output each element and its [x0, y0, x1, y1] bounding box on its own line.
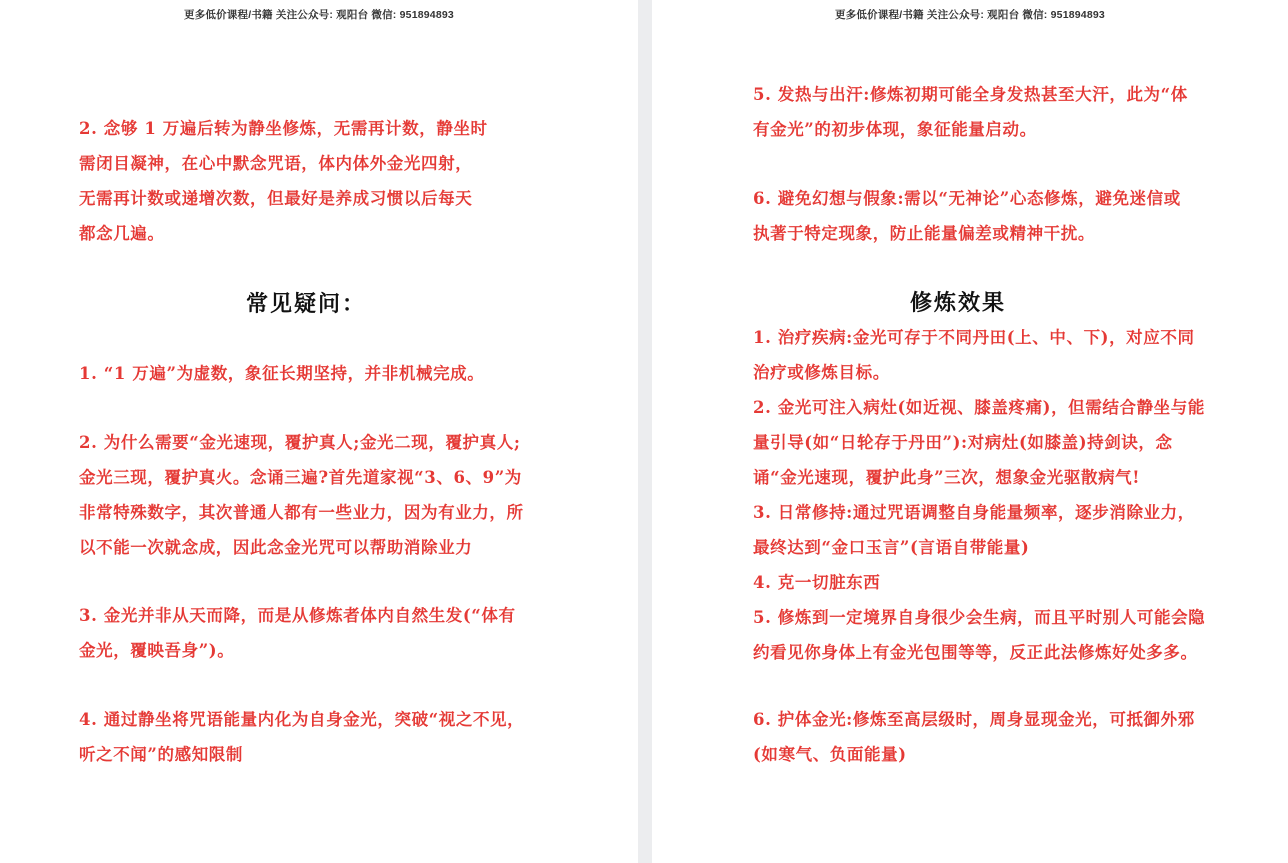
section-heading-faq: 常见疑问：: [245, 291, 366, 317]
item-5-fever: 5. 发热与出汗:修炼初期可能全身发热甚至大汗，此为“体 有金光”的初步体现，象征能量启动。: [753, 85, 1188, 139]
faq-item-1: 1. “1 万遍”为虚数，象征长期坚持，并非机械完成。: [79, 364, 485, 383]
item-6-avoid-illusion: 6. 避免幻想与假象:需以“无神论”心态修炼，避免迷信或 执著于特定现象，防止能量偏差或精神干扰。: [753, 189, 1181, 243]
page-header: 更多低价课程/书籍 关注公众号: 观阳台 微信: 951894893: [184, 9, 454, 21]
page-header: 更多低价课程/书籍 关注公众号: 观阳台 微信: 951894893: [835, 9, 1105, 21]
faq-item-3: 3. 金光并非从天而降，而是从修炼者体内自然生发(“体有 金光，覆映吾身”)。: [79, 606, 516, 660]
faq-item-2: 2. 为什么需要“金光速现，覆护真人;金光二现，覆护真人; 金光三现，覆护真火。念诵三遍?首先道家视“3、6、9”为 非常特殊数字，其次普通人都有一些业力，因为有业力，所 以不能一次就念成，因此念金光咒可以帮助消除业力: [79, 433, 524, 557]
faq-item-4: 4. 通过静坐将咒语能量内化为自身金光，突破“视之不见， 听之不闻”的感知限制: [79, 710, 525, 764]
section-heading-effects: 修炼效果: [909, 290, 1006, 316]
intro-paragraph: 2. 念够 1 万遍后转为静坐修炼，无需再计数，静坐时 需闭目凝神，在心中默念咒语，体内体外金光四射， 无需再计数或递增次数，但最好是养成习惯以后每天 都念几遍。: [79, 119, 488, 243]
page-right: [652, 0, 1288, 863]
item-6-protective-light: 6. 护体金光:修炼至高层级时，周身显现金光，可抵御外邪 (如寒气、负面能量): [753, 710, 1195, 764]
page-left: [0, 0, 638, 863]
effects-list: 1. 治疗疾病:金光可存于不同丹田(上、中、下)，对应不同 治疗或修炼目标。 2. 金光可注入病灶(如近视、膝盖疼痛)，但需结合静坐与能 量引导(如“日轮存于丹田”):对病灶(如膝盖)持剑诀，念 诵“金光速现，覆护此身”三次，想象金光驱散病气! 3. 日常修持:通过咒语调整自身能量频率，逐步消除业力， 最终达到“金口玉言”(言语自带能量) 4. 克一切脏东西 5. 修炼到一定境界自身很少会生病，而且平时别人可能会隐 约看见你身体上有金光包围等等，反正此法修炼好处多多。: [753, 328, 1206, 662]
